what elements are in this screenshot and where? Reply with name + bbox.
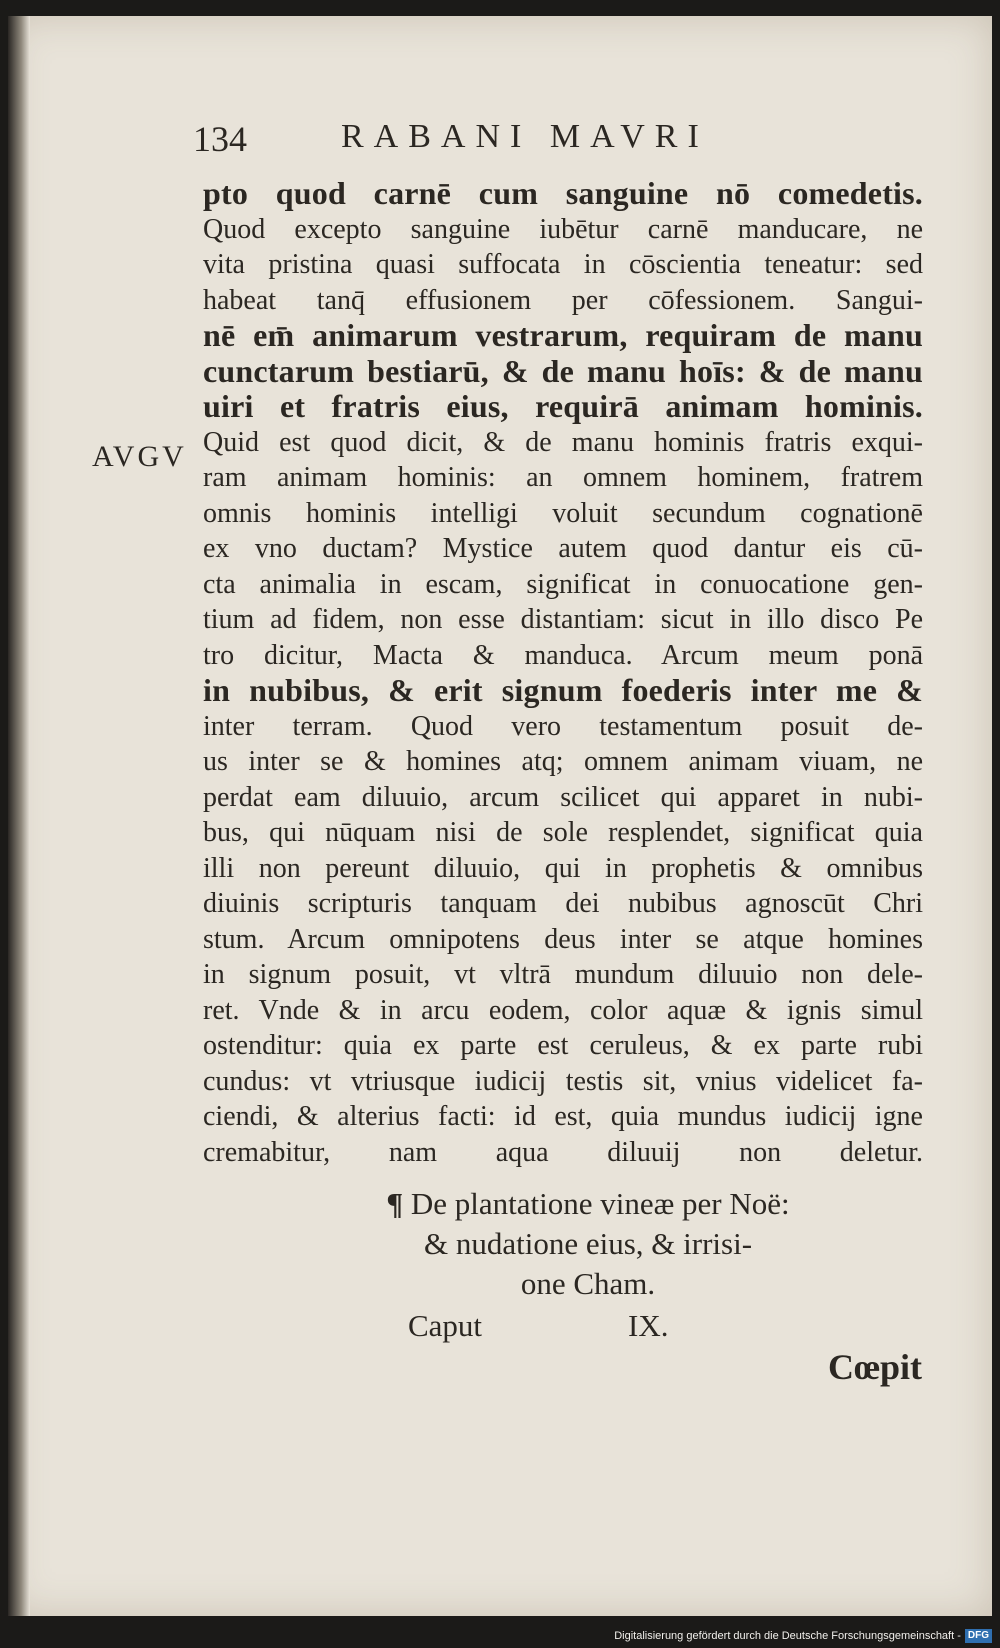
text-line: habeat tanq̄ effusionem per cōfessionem. Sangui-	[203, 284, 923, 316]
text-line: in signum posuit, vt vltrā mundum diluuio non dele-	[203, 959, 923, 990]
chapter-heading-line-1: De plantatione vineæ per Noë:	[410, 1186, 790, 1221]
text-line: cta animalia in escam, significat in conuocatione gen-	[203, 568, 923, 600]
text-line: us inter se & homines atq; omnem animam viuam, ne	[203, 746, 923, 777]
text-line: tium ad fidem, non esse distantiam: sicut in illo disco Pe	[203, 604, 923, 635]
chapter-heading-line-3: one Cham.	[520, 1266, 656, 1301]
chapter-heading-line-2: & nudatione eius, & irrisi-	[423, 1226, 753, 1261]
text-line: bus, qui nūquam nisi de sole resplendet, significat quia	[203, 817, 923, 848]
text-line: tro dicitur, Macta & manduca. Arcum meum ponā	[203, 639, 923, 671]
text-line: cundus: vt vtriusque iudicij testis sit, vnius videlicet fa-	[203, 1065, 923, 1097]
text-line: vita pristina quasi suffocata in cōscientia teneatur: sed	[203, 249, 923, 280]
digitization-footer	[614, 1626, 992, 1646]
text-line: perdat eam diluuio, arcum scilicet qui apparet in nubi-	[203, 781, 923, 813]
margin-note: AVGV	[92, 440, 187, 473]
text-line: in nubibus, & erit signum foederis inter me &	[203, 672, 923, 708]
text-line: nē em̄ animarum vestrarum, requiram de manu	[203, 317, 923, 353]
text-line: ostenditur: quia ex parte est ceruleus, & ex parte rubi	[203, 1030, 923, 1061]
text-line: ex vno ductam? Mystice autem quod dantur eis cū-	[203, 533, 923, 564]
text-line: omnis hominis intelligi voluit secundum cognationē	[203, 497, 923, 529]
page-header	[193, 116, 833, 162]
running-title: RABANI MAVRI	[341, 118, 709, 155]
text-line: ram animam hominis: an omnem hominem, fratrem	[203, 462, 923, 493]
text-line: Quod excepto sanguine iubētur carnē manducare, ne	[203, 213, 923, 245]
text-line: ret. Vnde & in arcu eodem, color aquæ & ignis simul	[203, 994, 923, 1026]
catchword: Cœpit	[828, 1347, 923, 1387]
text-line: cremabitur, nam aqua diluuij non deletur.	[203, 1136, 923, 1168]
caput-number: IX.	[628, 1308, 669, 1343]
text-line: uiri et fratris eius, requirā animam hominis.	[203, 388, 923, 424]
pilcrow-mark: ¶	[386, 1186, 404, 1221]
text-line: illi non pereunt diluuio, qui in prophetis & omnibus	[203, 852, 923, 884]
dfg-logo: DFG	[965, 1629, 992, 1643]
caput-word: Caput	[408, 1308, 483, 1343]
text-line: pto quod carnē cum sanguine nō comedetis.	[203, 175, 923, 211]
folio-number: 134	[193, 119, 247, 159]
text-line: diuinis scripturis tanquam dei nubibus agnoscūt Chri	[203, 888, 923, 919]
footer-credit: Digitalisierung gefördert durch die Deutsche Forschungsgemeinschaft -	[614, 1630, 961, 1642]
chapter-heading	[328, 1184, 848, 1304]
book-page	[8, 16, 992, 1616]
body-text	[203, 176, 923, 1170]
text-line: Quid est quod dicit, & de manu hominis fratris exqui-	[203, 426, 923, 458]
page-spine	[8, 16, 30, 1616]
text-line: inter terram. Quod vero testamentum posuit de-	[203, 710, 923, 742]
text-line: stum. Arcum omnipotens deus inter se atque homines	[203, 923, 923, 955]
text-line: ciendi, & alterius facti: id est, quia mundus iudicij igne	[203, 1101, 923, 1132]
text-line: cunctarum bestiarū, & de manu hoīs: & de manu	[203, 352, 923, 389]
